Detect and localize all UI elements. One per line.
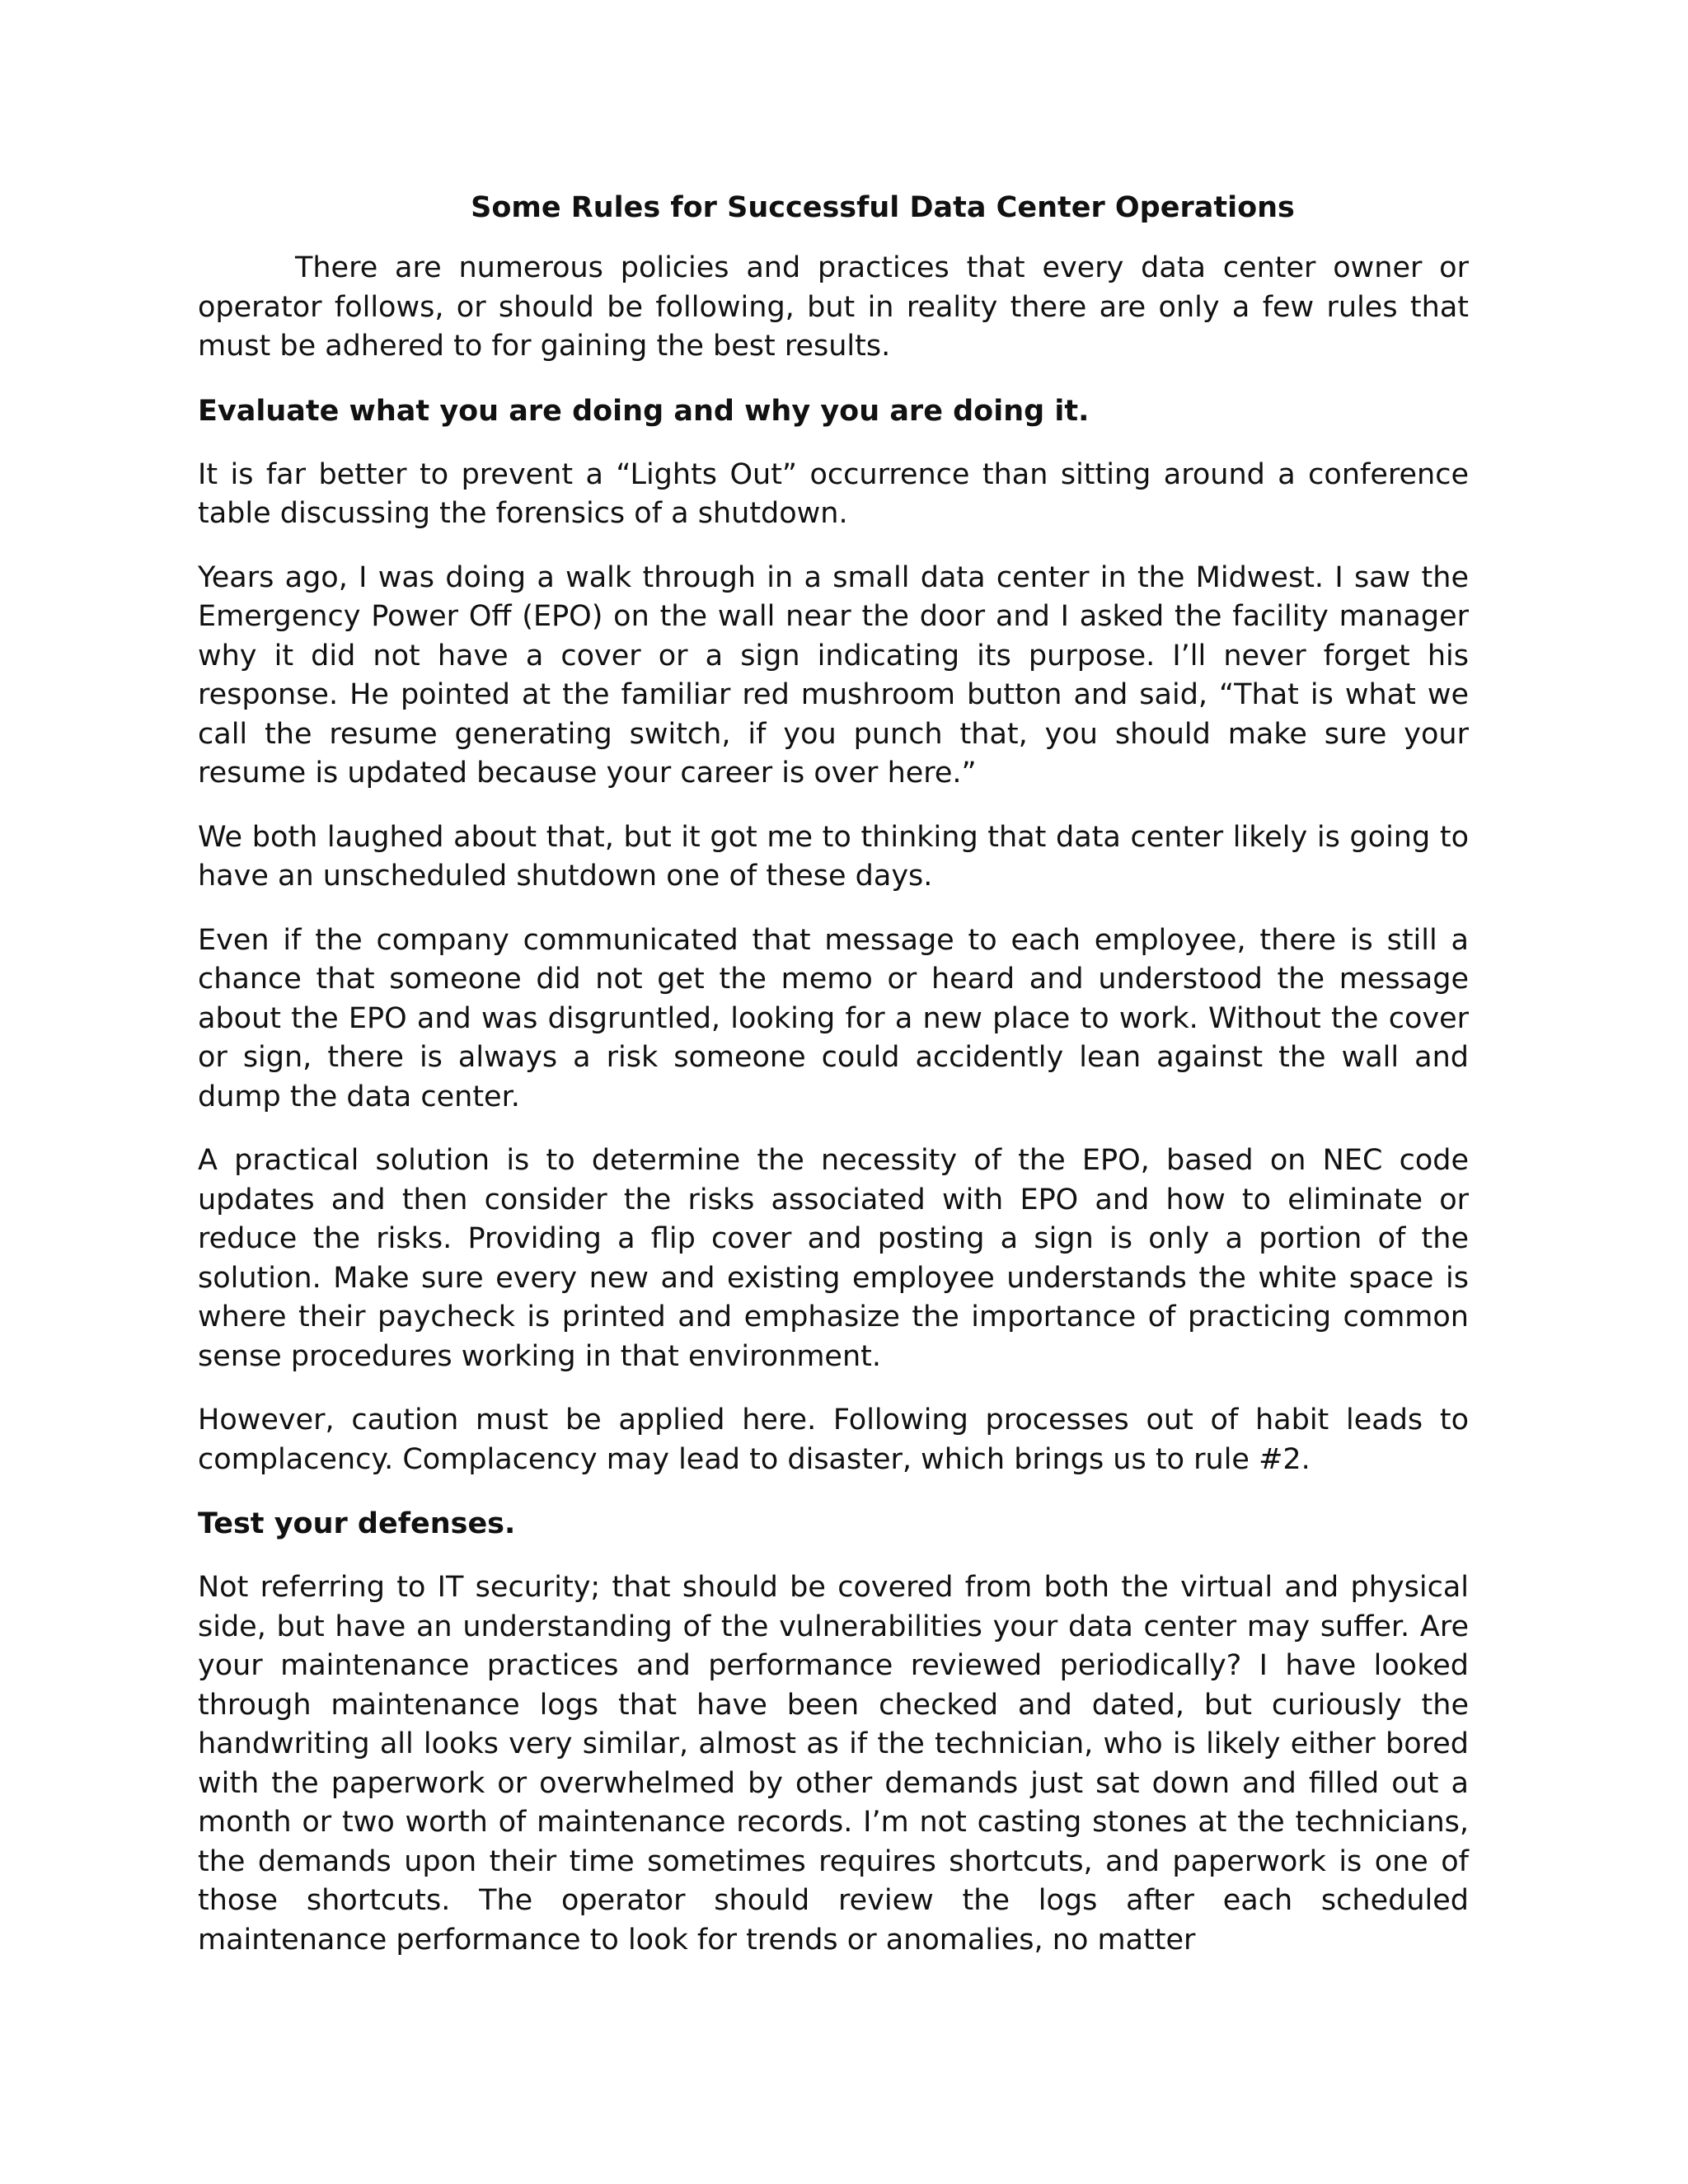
paragraph-maintenance-logs: Not referring to IT security; that should be covered from both the virtual and physical side, but have an understanding of the vulnerabilities your data center may suffer. Are your maintenance practices and performance reviewed periodically? I have looked through maintenance logs that have been checked and dated, but curiously the handwriting all looks very similar, almost as if the technician, who is likely either bored with the paperwork or overwhelmed by other demands just sat down and filled out a month or two worth of maintenance records. I’m not casting stones at the technicians, the demands upon their time sometimes requires shortcuts, and paperwork is one of those shortcuts. The operator should review the logs after each scheduled maintenance performance to look for trends or anomalies, no matter	[198, 1571, 1469, 1957]
paragraph-lights-out: It is far better to prevent a “Lights Out” occurrence than sitting around a conference table discussing the forensics of a shutdown.	[198, 457, 1469, 530]
intro-paragraph: There are numerous policies and practices that every data center owner or operator follows, or should be following, but in reality there are only a few rules that must be adhered to for gaining the best results.	[198, 251, 1469, 363]
paragraph-laughed: We both laughed about that, but it got me to thinking that data center likely is going to have an unscheduled shutdown one of these days.	[198, 820, 1469, 893]
paragraph-caution: However, caution must be applied here. Following processes out of habit leads to complacency. Complacency may lead to disaster, which brings us to rule #2.	[198, 1404, 1469, 1476]
document-page	[198, 188, 1469, 1960]
paragraph-practical-solution: A practical solution is to determine the necessity of the EPO, based on NEC code updates and then consider the risks associated with EPO and how to eliminate or reduce the risks. Providing a flip cover and posting a sign is only a portion of the solution. Make sure every new and existing employee understands the white space is where their paycheck is printed and emphasize the importance of practicing common sense procedures working in that environment.	[198, 1144, 1469, 1373]
document-title: Some Rules for Successful Data Center Operations	[471, 191, 1295, 224]
paragraph-epo-story: Years ago, I was doing a walk through in a small data center in the Midwest. I saw the Emergency Power Off (EPO) on the wall near the door and I asked the facility manager why it did not have a cover or a sign indicating its purpose. I’ll never forget his response. He pointed at the familiar red mushroom button and said, “That is what we call the resume generating switch, if you punch that, you should make sure your resume is updated because your career is over here.”	[198, 560, 1469, 790]
section-heading-evaluate: Evaluate what you are doing and why you are doing it.	[198, 394, 1090, 428]
paragraph-employee-risk: Even if the company communicated that message to each employee, there is still a chance that someone did not get the memo or heard and understood the message about the EPO and was disgruntled, looking for a new place to work. Without the cover or sign, there is always a risk someone could accidently lean against the wall and dump the data center.	[198, 923, 1469, 1113]
section-heading-test-defenses: Test your defenses.	[198, 1507, 516, 1540]
